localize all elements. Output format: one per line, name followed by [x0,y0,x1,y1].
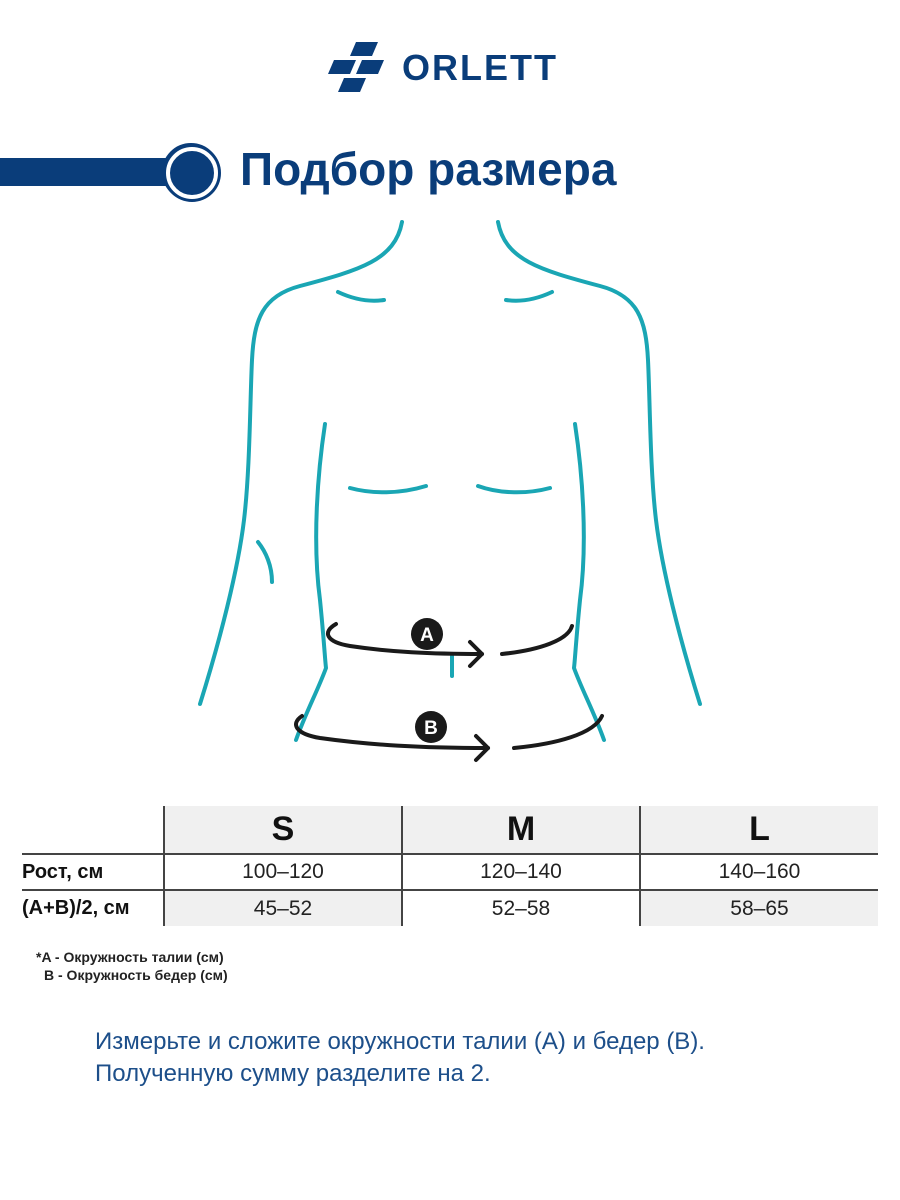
footnote [36,948,228,984]
waist-measure-back-a [502,626,572,654]
girth-value-s: 45–52 [164,890,402,926]
left-neck-shoulder-line [200,222,402,704]
measurement-lines [296,624,602,760]
brand-name: ORLETT [402,47,558,88]
right-neck-shoulder-line [498,222,700,704]
size-header-l: L [640,806,878,854]
left-elbow-mark [258,542,272,582]
girth-value-m: 52–58 [402,890,640,926]
size-table [22,806,878,926]
footnote-hips: B - Окружность бедер (см) [44,967,228,983]
brand-logo [328,40,558,96]
orlett-cross-logo-icon [328,40,394,96]
size-header-m: M [402,806,640,854]
instruction-text [95,1026,705,1090]
marker-b [415,711,447,743]
left-collarbone [338,292,384,301]
size-table-corner [22,806,164,854]
right-collarbone [506,292,552,301]
height-value-m: 120–140 [402,854,640,890]
torso-outline [200,222,700,740]
title-accent-dot [166,147,218,199]
hip-measure-line-b [296,716,488,748]
left-chest-line [350,486,426,492]
table-row [22,854,878,890]
left-torso-side [296,424,326,740]
height-value-s: 100–120 [164,854,402,890]
page-title: Подбор размера [240,143,617,195]
waist-measure-line-a [328,624,482,654]
marker-a-label: A [420,625,434,646]
size-header-s: S [164,806,402,854]
footnote-waist: *A - Окружность талии (см) [36,949,224,965]
row-label-height: Рост, см [22,854,164,890]
marker-a [411,618,443,650]
instruction-line-2: Полученную сумму разделите на 2. [95,1060,491,1087]
right-chest-line [478,486,550,492]
hip-measure-back-b [514,716,602,748]
torso-measurement-illustration [190,210,720,780]
instruction-line-1: Измерьте и сложите окружности талии (A) и бедер (B). [95,1028,705,1055]
right-torso-side [574,424,604,740]
table-row [22,890,878,926]
row-label-girth: (A+B)/2, см [22,890,164,926]
size-header-row [22,806,878,854]
marker-b-label: B [424,718,438,739]
height-value-l: 140–160 [640,854,878,890]
girth-value-l: 58–65 [640,890,878,926]
